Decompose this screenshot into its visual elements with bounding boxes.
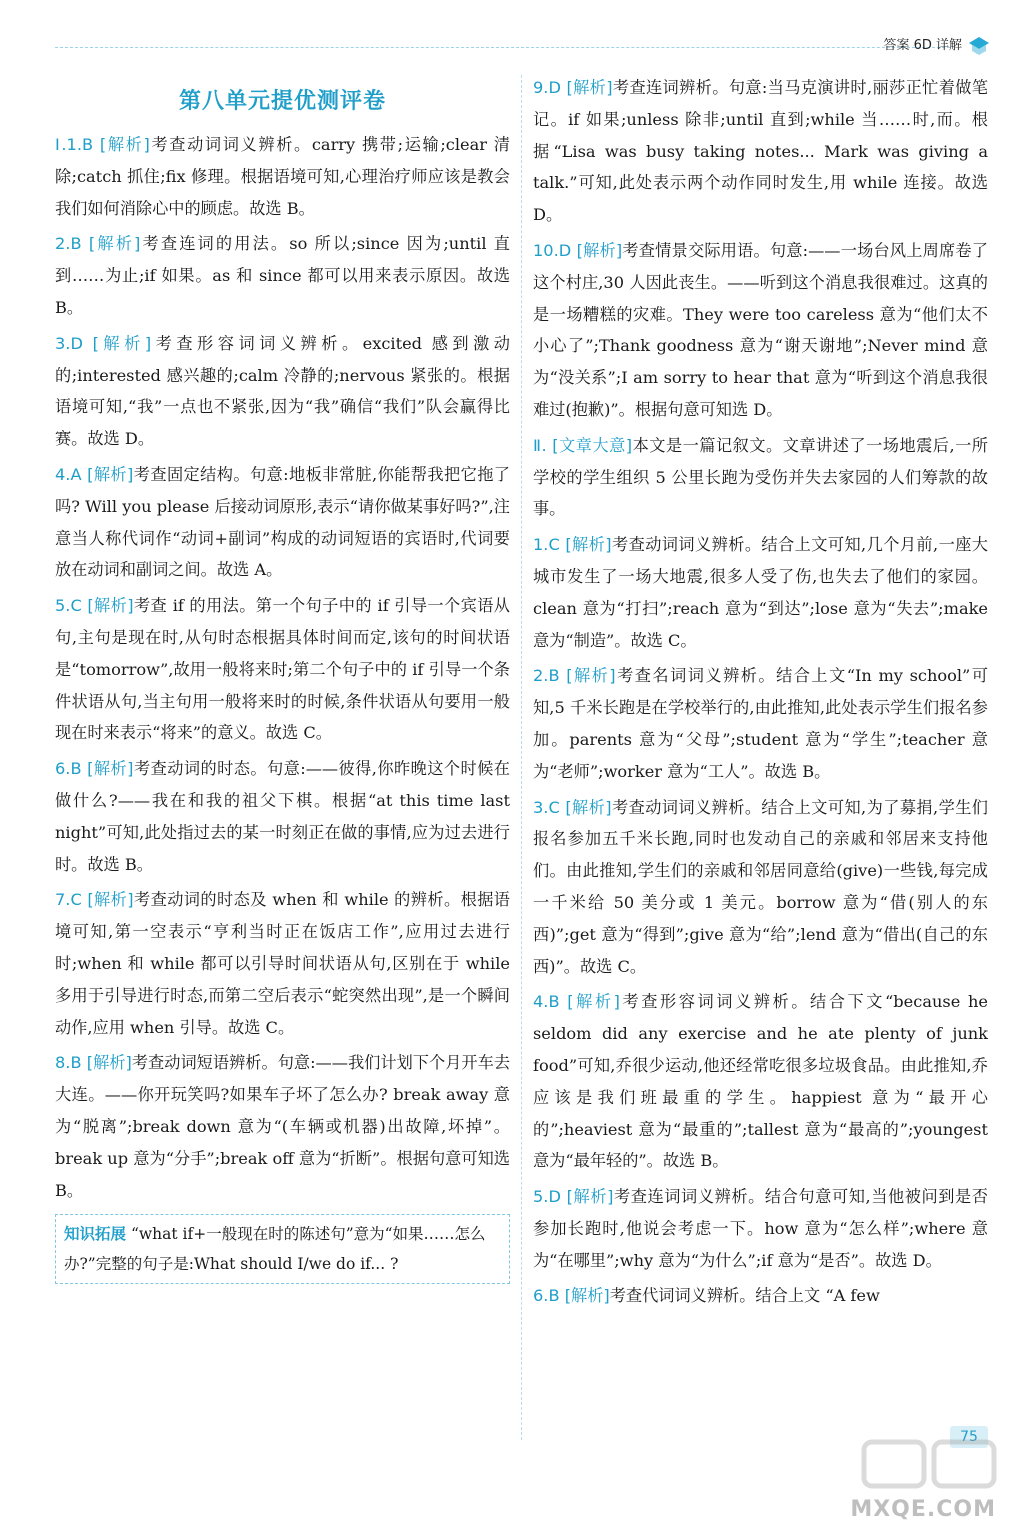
answer-item bbox=[55, 590, 510, 749]
column-divider bbox=[521, 75, 522, 1440]
analysis-tag: [解析] bbox=[566, 1187, 614, 1207]
answer-number: 9.D bbox=[533, 78, 561, 97]
answer-item bbox=[55, 1047, 510, 1206]
analysis-tag: [解析] bbox=[564, 1286, 610, 1306]
answer-text: 考查动词的时态及 when 和 while 的辨析。根据语境可知,第一空表示“亨利当时正在饭店工作”,应用过去进行时;when 和 while 都可以引导时间状语从句,区别在于 while 多用于引导进行时态,而第二空后表示“蛇突然出现”,是一个瞬间动作,应用 when 引导。故选 C。 bbox=[55, 890, 510, 1037]
analysis-tag: [解析] bbox=[87, 464, 134, 484]
analysis-tag: [解析] bbox=[88, 234, 141, 254]
answer-item bbox=[55, 459, 510, 586]
answer-item bbox=[533, 1280, 988, 1312]
analysis-tag: [解析] bbox=[565, 797, 612, 817]
answer-text: 考查形容词词义辨析。excited 感到激动的;interested 感兴趣的;calm 冷静的;nervous 紧张的。根据语境可知,“我”一点也不紧张,因为“我”确信“我们”队会赢得比赛。故选 D。 bbox=[55, 333, 510, 449]
answer-item bbox=[55, 884, 510, 1043]
answer-number: 5.C bbox=[55, 596, 82, 616]
analysis-tag: [解析] bbox=[567, 992, 620, 1012]
answer-item bbox=[55, 129, 510, 224]
answer-text: 本文是一篇记叙文。文章讲述了一场地震后,一所学校的学生组织 5 公里长跑为受伤并失去家园的人们筹款的故事。 bbox=[533, 435, 988, 519]
left-column bbox=[55, 72, 510, 1284]
left-answer-list bbox=[55, 129, 510, 1206]
answer-number: 3.D bbox=[55, 333, 83, 353]
answer-number: 6.B bbox=[55, 759, 82, 779]
answer-text: 考查固定结构。句意:地板非常脏,你能帮我把它拖了吗? Will you please 后接动词原形,表示“请你做某事好吗?”,注意当人称代词作“动词+副词”构成的动词短语的宾语时,代词要放在动词和副词之间。故选 A。 bbox=[55, 464, 510, 580]
answer-item bbox=[55, 328, 510, 455]
page-number: 75 bbox=[950, 1426, 988, 1448]
right-answer-list bbox=[533, 72, 988, 1312]
answer-item bbox=[533, 235, 988, 426]
analysis-tag: [解析] bbox=[87, 890, 134, 910]
analysis-tag: [解析] bbox=[566, 666, 616, 686]
answer-text: 考查连词辨析。句意:当马克演讲时,丽莎正忙着做笔记。if 如果;unless 除非;until 直到;while 当……时,而。根据“Lisa was busy taking notes... Mark was giving a talk.”可知,此处表示两个动作同时发生,用 while 连接。故选 D。 bbox=[533, 78, 988, 225]
watermark-text: MXQE.COM bbox=[850, 1497, 996, 1522]
answer-item bbox=[533, 660, 988, 787]
answer-text: 考查连词的用法。so 所以;since 因为;until 直到……为止;if 如果。as 和 since 都可以用来表示原因。故选 B。 bbox=[55, 234, 510, 317]
answer-text: 考查动词词义辨析。结合上文可知,为了募捐,学生们报名参加五千米长跑,同时也发动自己的亲戚和邻居来支持他们。由此推知,学生们的亲戚和邻居同意给(give)一些钱,每完成一千米给 50 美分或 1 美元。borrow 意为“借(别人的东西)”;get 意为“得到”;give 意为“给”;lend 意为“借出(自己的东西)”。故选 C。 bbox=[533, 797, 988, 976]
analysis-tag: [解析] bbox=[86, 1053, 132, 1073]
right-column bbox=[533, 72, 988, 1316]
answer-text: 考查连词词义辨析。结合句意可知,当他被问到是否参加长跑时,他说会考虑一下。how 意为“怎么样”;where 意为“在哪里”;why 意为“为什么”;if 意为“是否”。故选 D。 bbox=[533, 1187, 988, 1270]
answer-text: 考查动词短语辨析。句意:——我们计划下个月开车去大连。——你开玩笑吗?如果车子坏了怎么办? break away 意为“脱离”;break down 意为“(车辆或机器)出故障,坏掉”。break up 意为“分手”;break off 意为“折断”。根据句意可知选 B。 bbox=[55, 1053, 511, 1200]
answer-number: 3.C bbox=[533, 797, 560, 817]
answer-number: 5.D bbox=[533, 1187, 561, 1207]
extension-text: “what if+一般现在时的陈述句”意为“如果……怎么办?”完整的句子是:What should I/we do if... ? bbox=[64, 1225, 486, 1274]
answer-number: 1.C bbox=[533, 535, 560, 555]
answer-text: 考查动词的时态。句意:——彼得,你昨晚这个时候在做什么?——我在和我的祖父下棋。根据“at this time last night”可知,此处指过去的某一时刻正在做的事情,应为过去进行时。故选 B。 bbox=[55, 759, 510, 874]
answer-text: 考查情景交际用语。句意:——一场台风上周席卷了这个村庄,30 人因此丧生。——听到这个消息我很难过。这真的是一场糟糕的灾难。They were too careless 意为“他们太不小心了”;Thank goodness 意为“谢天谢地”;Never mind 意为“没关系”;I am sorry to hear that 意为“听到这个消息我很难过(抱歉)”。根据句意可知选 D。 bbox=[533, 240, 988, 419]
extension-label: 知识拓展 bbox=[64, 1225, 127, 1244]
answer-item bbox=[533, 430, 988, 525]
analysis-tag: [解析] bbox=[87, 759, 134, 779]
knowledge-extension-box bbox=[55, 1214, 510, 1284]
answer-text: 考查名词词义辨析。结合上文“In my school”可知,5 千米长跑是在学校举行的,由此推知,此处表示学生们报名参加。parents 意为“父母”;student 意为“学生”;teacher 意为“老师”;worker 意为“工人”。故选 B。 bbox=[533, 666, 988, 781]
analysis-tag: [解析] bbox=[566, 78, 613, 97]
answer-text: 考查形容词词义辨析。结合下文“because he seldom did any exercise and he ate plenty of junk food”可知,乔很少运动,他还经常吃很多垃圾食品。由此推知,乔应该是我们班最重的学生。happiest 意为“最开心的”;heaviest 意为“最重的”;tallest 意为“最高的”;youngest 意为“最年轻的”。故选 B。 bbox=[533, 992, 988, 1171]
answer-number: 2.B bbox=[533, 666, 560, 686]
answer-item bbox=[533, 1181, 988, 1276]
header-brand: 答案 6D 详解 bbox=[883, 38, 962, 53]
answer-number: 2.B bbox=[55, 234, 82, 254]
answer-number: 4.B bbox=[533, 992, 560, 1012]
analysis-tag: [解析] bbox=[87, 596, 134, 616]
answer-text: 考查代词词义辨析。结合上文 “A few bbox=[609, 1286, 880, 1306]
answer-item bbox=[55, 228, 510, 323]
answer-number: 10.D bbox=[533, 240, 572, 260]
answer-item bbox=[55, 753, 510, 880]
answer-number: Ⅰ.1.B bbox=[55, 135, 94, 154]
answer-item bbox=[533, 529, 988, 656]
analysis-tag: [文章大意] bbox=[552, 435, 633, 455]
header-rule bbox=[55, 47, 950, 48]
analysis-tag: [解析] bbox=[565, 535, 612, 555]
page-title: 第八单元提优测评卷 bbox=[178, 89, 386, 114]
answer-number: 7.C bbox=[55, 890, 82, 910]
answer-item bbox=[533, 72, 988, 231]
answer-number: 6.B bbox=[533, 1286, 560, 1306]
book-icon bbox=[968, 36, 990, 56]
analysis-tag: [解析] bbox=[576, 240, 623, 260]
answer-text: 考查动词词义辨析。结合上文可知,几个月前,一座大城市发生了一场大地震,很多人受了伤,也失去了他们的家园。clean 意为“打扫”;reach 意为“到达”;lose 意为“失去”;make 意为“制造”。故选 C。 bbox=[533, 535, 988, 650]
answer-number: 4.A bbox=[55, 464, 82, 484]
answer-item bbox=[533, 792, 988, 983]
answer-number: 8.B bbox=[55, 1053, 82, 1073]
answer-text: 考查 if 的用法。第一个句子中的 if 引导一个宾语从句,主句是现在时,从句时态根据具体时间而定,该句的时间状语是“tomorrow”,故用一般将来时;第二个句子中的 if 引导一个条件状语从句,当主句用一般将来时的时候,条件状语从句要用一般现在时来表示“将来”的意义。故选 C。 bbox=[55, 596, 510, 743]
answer-number: Ⅱ. bbox=[533, 435, 547, 455]
answer-text: 考查动词词义辨析。carry 携带;运输;clear 清除;catch 抓住;fix 修理。根据语境可知,心理治疗师应该是教会我们如何消除心中的顾虑。故选 B。 bbox=[55, 135, 510, 218]
answer-item bbox=[533, 986, 988, 1177]
analysis-tag: [解析] bbox=[92, 333, 152, 353]
analysis-tag: [解析] bbox=[99, 135, 150, 154]
